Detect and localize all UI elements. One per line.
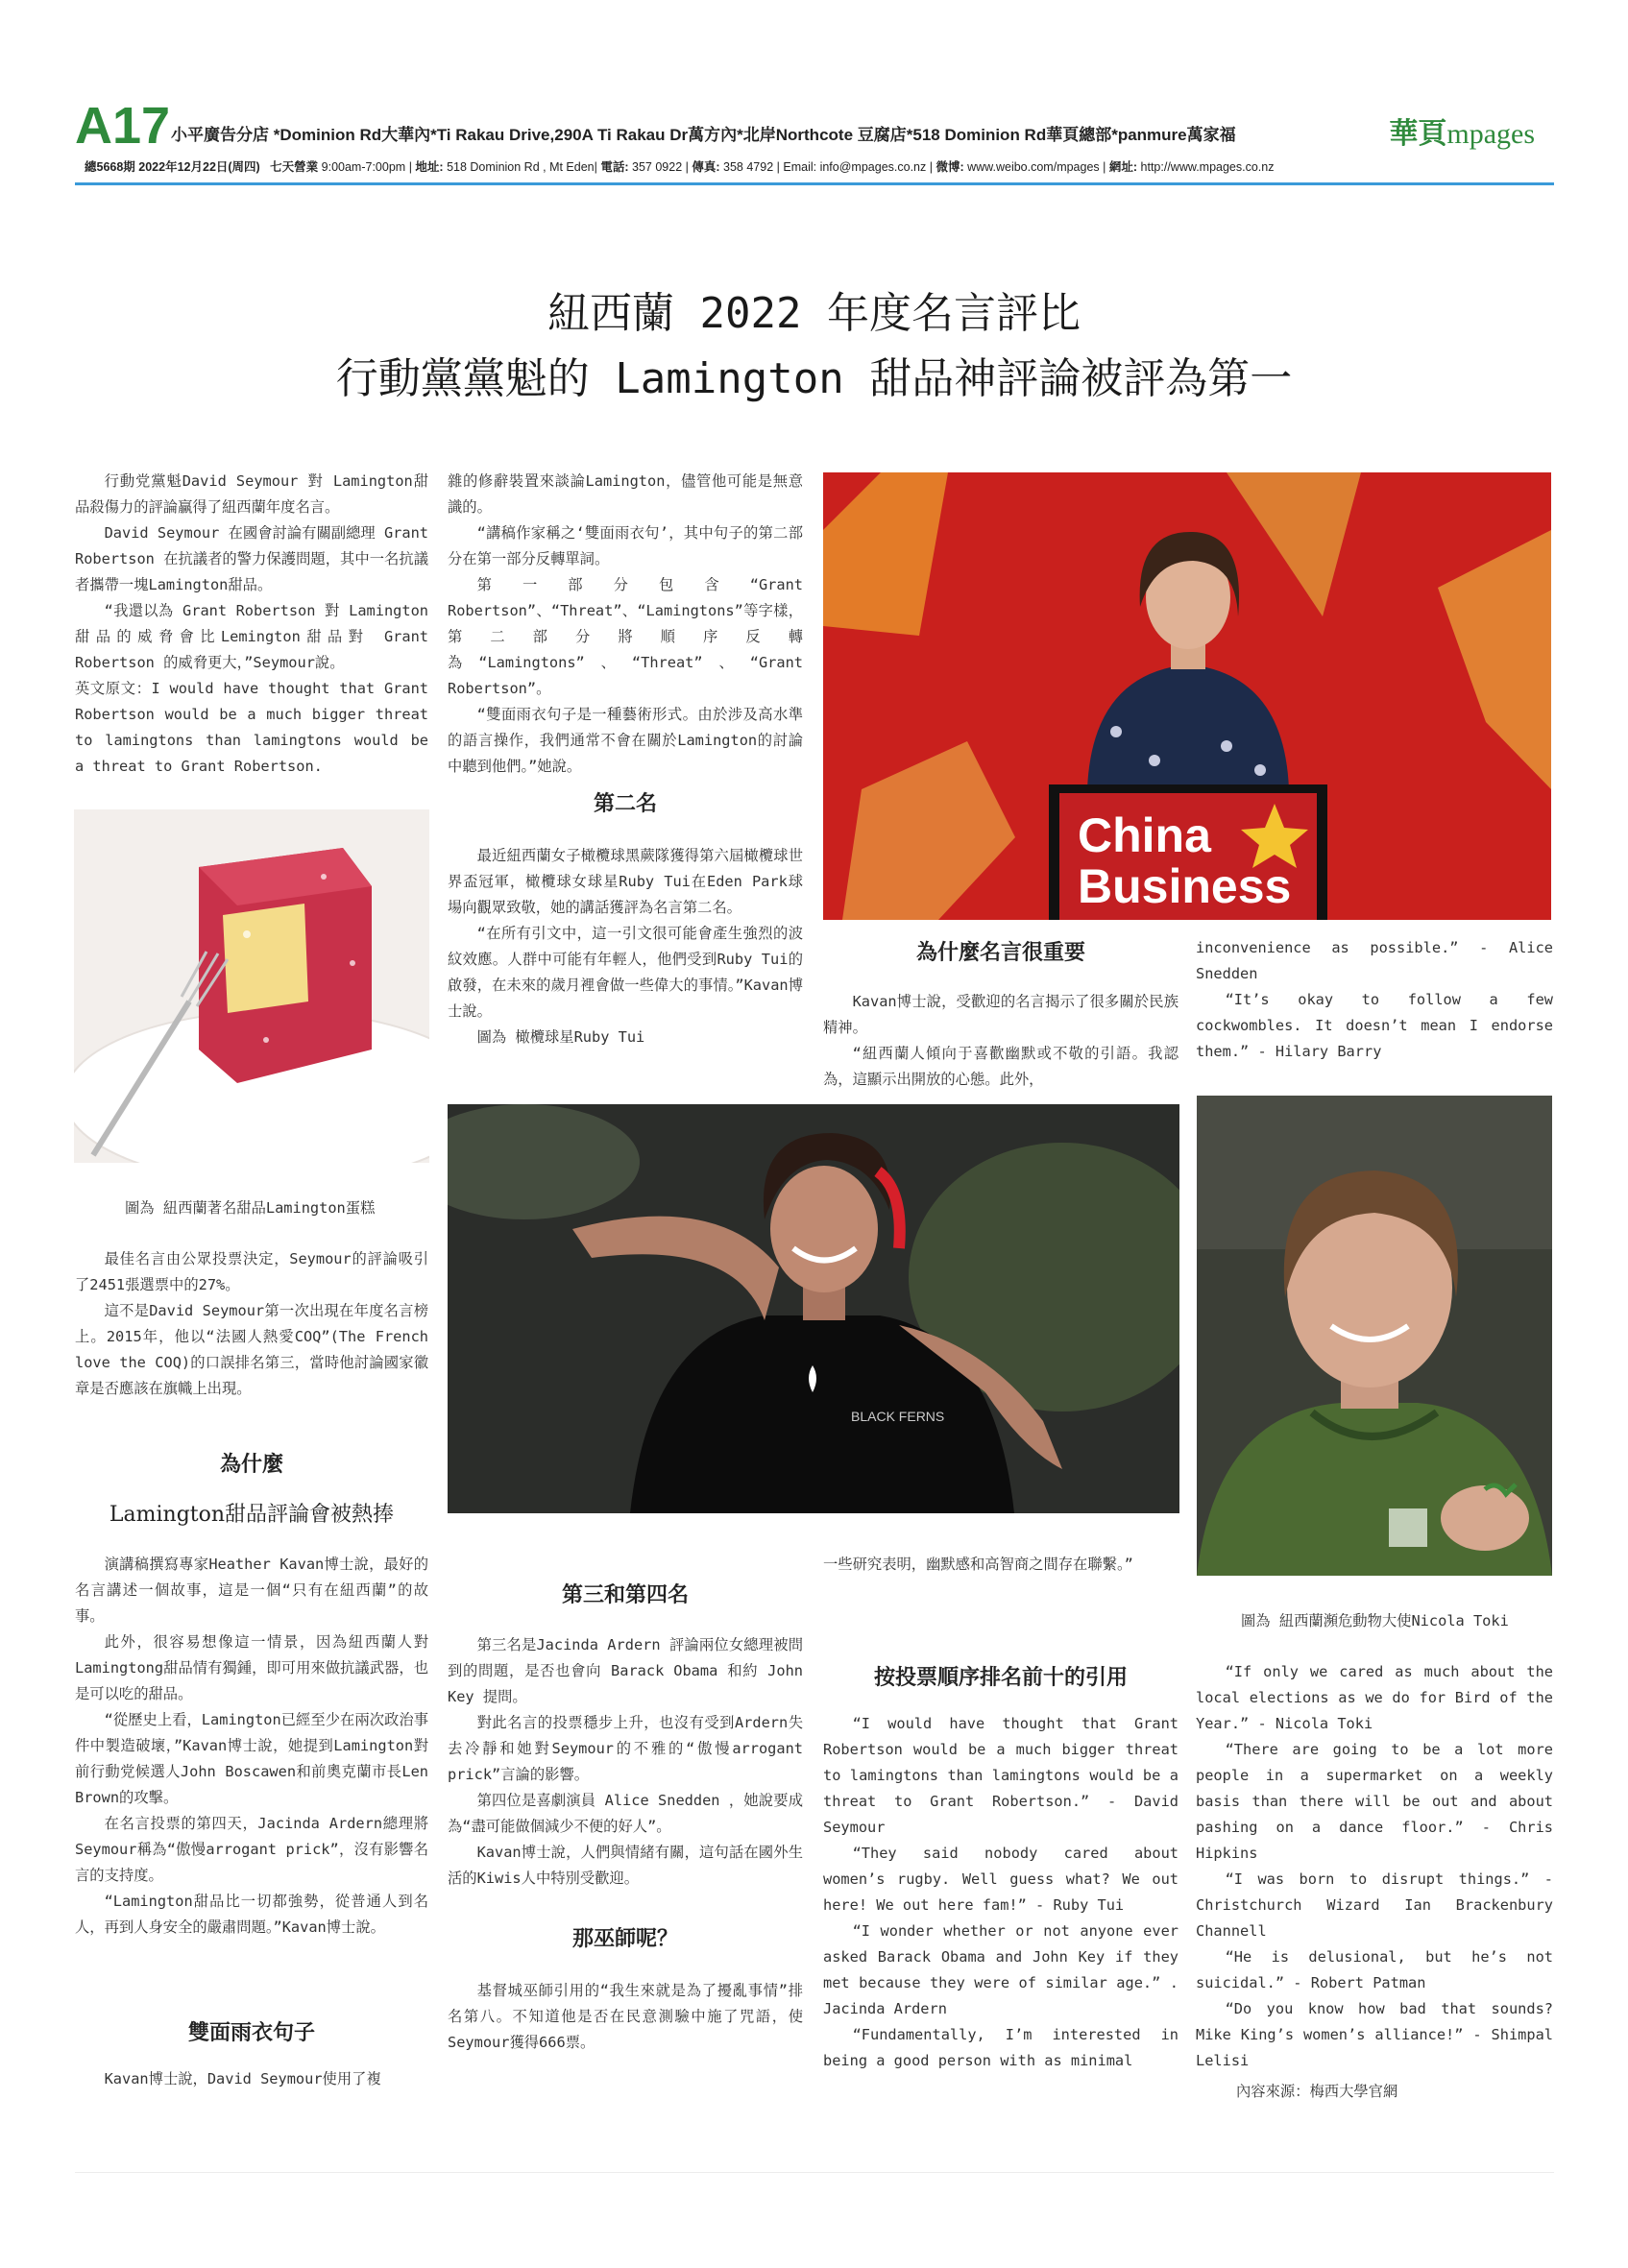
paragraph: “在所有引文中，這一引文很可能會產生強烈的波紋效應。人群中可能有年輕人，他們受到Ruby Tui的啟發，在未來的歲月裡會做一些偉大的事情。”Kavan博士說。 [448, 925, 803, 1020]
paragraph: 最近紐西蘭女子橄欖球黑蕨隊獲得第六屆橄欖球世界盃冠軍，橄欖球女球星Ruby Tui在Eden Park球場向觀眾致敬，她的講話獲評為名言第二名。 [448, 847, 803, 916]
nicola-toki-caption: 圖為 紐西蘭瀕危動物大使Nicola Toki [1241, 1612, 1509, 1629]
address-label: 地址: [415, 160, 444, 174]
content-source: 內容來源：梅西大學官網 [1236, 2083, 1398, 2100]
store-locations: 小平廣告分店 *Dominion Rd大華內*Ti Rakau Drive,290A Ti Rakau Dr萬方內*北岸Northcote 豆腐店*518 Dominion Rd華頁總部*panmure萬家福 [171, 126, 1236, 144]
paragraph: “雙面雨衣句子是一種藝術形式。由於涉及高水準的語言操作，我們通常不會在關於Lamington的討論中聽到他們。”她說。 [448, 706, 803, 775]
ruby-tui-photo [448, 1104, 1179, 1513]
col1-why [75, 1552, 428, 1941]
paragraph: 這不是David Seymour第一次出現在年度名言榜上。2015年，他以“法國人熱愛COQ”(The French love the COQ)的口誤排名第三，當時他討論國家徽章是否應該在旗幟上出現。 [75, 1302, 428, 1397]
quote: “Do you know how bad that sounds? Mike King’s women’s alliance!” - Shimpal Lelisi [1196, 2000, 1553, 2069]
jersey-text: BLACK FERNS [851, 1409, 945, 1424]
col2-wizard [448, 1978, 803, 2056]
quote: “I was born to disrupt things.” - Christchurch Wizard Ian Brackenbury Channell [1196, 1870, 1553, 1940]
col1-vote [75, 1246, 428, 1402]
fax: 358 4792 [723, 160, 774, 174]
hours: 9:00am-7:00pm [321, 160, 406, 174]
paragraph: 第一部分包含“Grant Robertson”、“Threat”、“Lamingtons”等字樣，第二部分將順序反轉為“Lamingtons”、“Threat”、“Grant Robertson”。 [448, 576, 803, 697]
col2-third-fourth [448, 1632, 803, 1892]
web-label: 網址: [1108, 160, 1138, 174]
lamington-image [74, 809, 429, 1163]
mpages-logo [1389, 109, 1535, 152]
paragraph: Kavan博士說，人們與情緒有關，這句話在國外生活的Kiwis人中特別受歡迎。 [448, 1844, 803, 1887]
paragraph: 在名言投票的第四天，Jacinda Ardern總理將Seymour稱為“傲慢arrogant prick”，沒有影響名言的支持度。 [75, 1815, 428, 1884]
paragraph: 此外，很容易想像這一情景，因為紐西蘭人對Lamingtong甜品情有獨鍾，即可用來做抗議武器，也是可以吃的甜品。 [75, 1633, 428, 1702]
quote: “He is delusional, but he’s not suicidal.” - Robert Patman [1196, 1948, 1553, 1991]
contact-line: 總5668期 2022年12月22日(周四) 七天營業 9:00am-7:00pm | 地址: 518 Dominion Rd , Mt Eden| 電話: 357 0922 | 傳真: 358 4792 | Email: info@mpages.co.nz | 微博: www.weibo.com/mpages | 網址: http://www.mpages.co.nz [85, 160, 1275, 174]
section-heading-lamington: Lamington甜品評論會被熱捧 [109, 1503, 395, 1527]
col2-raincoat [448, 469, 803, 780]
col1-intro [75, 469, 428, 780]
lamington-photo [74, 809, 429, 1163]
paragraph: 行動党黨魁David Seymour 對 Lamington甜品殺傷力的評論贏得了紐西蘭年度名言。 [75, 472, 428, 516]
paragraph: 雜的修辭裝置來談論Lamington，儘管他可能是無意識的。 [448, 472, 803, 516]
weibo[interactable]: www.weibo.com/mpages [967, 160, 1100, 174]
email[interactable]: Email: info@mpages.co.nz [783, 160, 927, 174]
paragraph: “講稿作家稱之‘雙面雨衣句’，其中句子的第二部分在第一部分反轉單詞。 [448, 524, 803, 567]
ardern-photo [823, 472, 1551, 920]
paragraph: Kavan博士說，受歡迎的名言揭示了很多關於民族精神。 [823, 993, 1178, 1036]
paragraph: 圖為 橄欖球星Ruby Tui [476, 1028, 645, 1046]
website[interactable]: http://www.mpages.co.nz [1140, 160, 1275, 174]
weibo-label: 微博: [935, 160, 964, 174]
quote: “There are going to be a lot more people in a supermarket on a weekly basis than there will be out and about pashing on a dance floor.” - Chris Hipkins [1196, 1741, 1553, 1862]
ruby-tui-image [448, 1104, 1179, 1513]
headline-line1: 紐西蘭 2022 年度名言評比 [547, 289, 1081, 338]
col2-second [448, 843, 803, 1050]
col1-raincoat [75, 2066, 428, 2092]
page-header [75, 97, 1554, 186]
paragraph: “我還以為 Grant Robertson 對 Lamington甜品的威脅會比Lemington甜品對 Grant Robertson 的威脅更大，”Seymour說。 [75, 602, 428, 671]
quote: inconvenience as possible.” - Alice Snedden [1196, 939, 1553, 982]
paragraph: “Lamington甜品比一切都強勢，從普通人到名人，再到人身安全的嚴肅問題。”Kavan博士說。 [75, 1893, 428, 1936]
paragraph: 基督城巫師引用的“我生來就是為了擾亂事情”排名第八。不知道他是否在民意測驗中施了咒語，使Seymour獲得666票。 [448, 1982, 803, 2051]
quote: “They said nobody cared about women’s rugby. Well guess what? We out here! We out here fam!” - Ruby Tui [823, 1845, 1178, 1914]
paragraph: Kavan博士說，David Seymour使用了複 [104, 2070, 381, 2087]
paragraph: 一些研究表明，幽默感和高智商之間存在聯繫。” [823, 1556, 1133, 1573]
paragraph: 演講稿撰寫專家Heather Kavan博士說，最好的名言講述一個故事，這是一個“只有在紐西蘭”的故事。 [75, 1556, 428, 1625]
header-rule [75, 182, 1554, 185]
hours-label: 七天營業 [270, 160, 319, 174]
paragraph: “紐西蘭人傾向于喜歡幽默或不敬的引語。我認為，這顯示出開放的心態。此外， [823, 1045, 1178, 1088]
address: 518 Dominion Rd , Mt Eden [447, 160, 595, 174]
col3-top-ten [823, 1711, 1178, 2074]
section-heading-importance: 為什麼名言很重要 [915, 940, 1085, 965]
section-heading-raincoat: 雙面雨衣句子 [187, 2020, 315, 2045]
lamington-caption: 圖為 紐西蘭著名甜品Lamington蛋糕 [125, 1199, 376, 1217]
fax-label: 傳真: [692, 160, 720, 174]
section-heading-top-ten: 按投票順序排名前十的引用 [873, 1665, 1128, 1690]
nicola-toki-image [1197, 1096, 1552, 1576]
headline-line2: 行動黨黨魁的 Lamington 甜品神評論被評為第一 [335, 354, 1293, 403]
phone: 357 0922 [632, 160, 683, 174]
paragraph: 最佳名言由公眾投票決定，Seymour的評論吸引了2451張選票中的27%。 [75, 1250, 428, 1293]
ardern-image [823, 472, 1551, 920]
col3-research [823, 1552, 1178, 1578]
paragraph: 第四位是喜劇演員 Alice Snedden ，她說要成為“盡可能做個減少不便的好人”。 [448, 1792, 803, 1835]
col4-quotes-bottom [1196, 1659, 1553, 2074]
podium-text-line2: Business [1078, 859, 1292, 913]
paragraph: 對此名言的投票穩步上升，也沒有受到Ardern失去冷靜和她對Seymour的不雅的“傲慢arrogant prick”言論的影響。 [448, 1714, 803, 1783]
podium-text-line1: China [1078, 808, 1211, 862]
quote: “Fundamentally, I’m interested in being a good person with as minimal [823, 2026, 1178, 2069]
issue-date: 總5668期 2022年12月22日(周四) [85, 160, 260, 174]
section-heading-third-fourth: 第三和第四名 [561, 1582, 689, 1607]
section-heading-wizard: 那巫師呢？ [571, 1926, 678, 1951]
quote: “I wonder whether or not anyone ever asked Barack Obama and John Key if they met because they were of similar age.” . Jacinda Ardern [823, 1922, 1178, 2017]
quote: “If only we cared as much about the local elections as we do for Bird of the Year.” - Nicola Toki [1196, 1663, 1553, 1732]
paragraph: 英文原文：I would have thought that Grant Robertson would be a much bigger threat to lamingtons than lamingtons would be a threat to Grant Robertson. [75, 680, 428, 775]
quote: “It’s okay to follow a few cockwombles. It doesn’t mean I endorse them.” - Hilary Barry [1196, 991, 1553, 1060]
col4-quotes-top [1196, 935, 1553, 1065]
logo-text: mpages [1446, 118, 1535, 150]
paragraph: David Seymour 在國會討論有關副總理 Grant Robertson 在抗議者的警力保護問題，其中一名抗議者攜帶一塊Lamington甜品。 [75, 524, 428, 593]
section-heading-second: 第二名 [593, 791, 657, 816]
paragraph: 第三名是Jacinda Ardern 評論兩位女總理被問到的問題，是否也會向 Barack Obama 和約 John Key 提問。 [448, 1636, 803, 1705]
page-number: A17 [75, 97, 171, 155]
quote: “I would have thought that Grant Robertson would be a much bigger threat to lamingtons than lamingtons would be a threat to Grant Robertson.” - David Seymour [823, 1715, 1178, 1836]
nicola-toki-photo [1197, 1096, 1552, 1576]
logo-mark: 華頁 [1389, 117, 1447, 151]
section-heading-why: 為什麼 [219, 1452, 283, 1477]
col3-importance [823, 989, 1178, 1093]
paragraph: “從歷史上看，Lamington已經至少在兩次政治事件中製造破壞，”Kavan博士說，她提到Lamington對前行動党候選人John Boscawen和前奧克蘭市長Len Brown的攻擊。 [75, 1711, 428, 1806]
footer-rule [75, 2172, 1554, 2173]
phone-label: 電話: [600, 160, 629, 174]
